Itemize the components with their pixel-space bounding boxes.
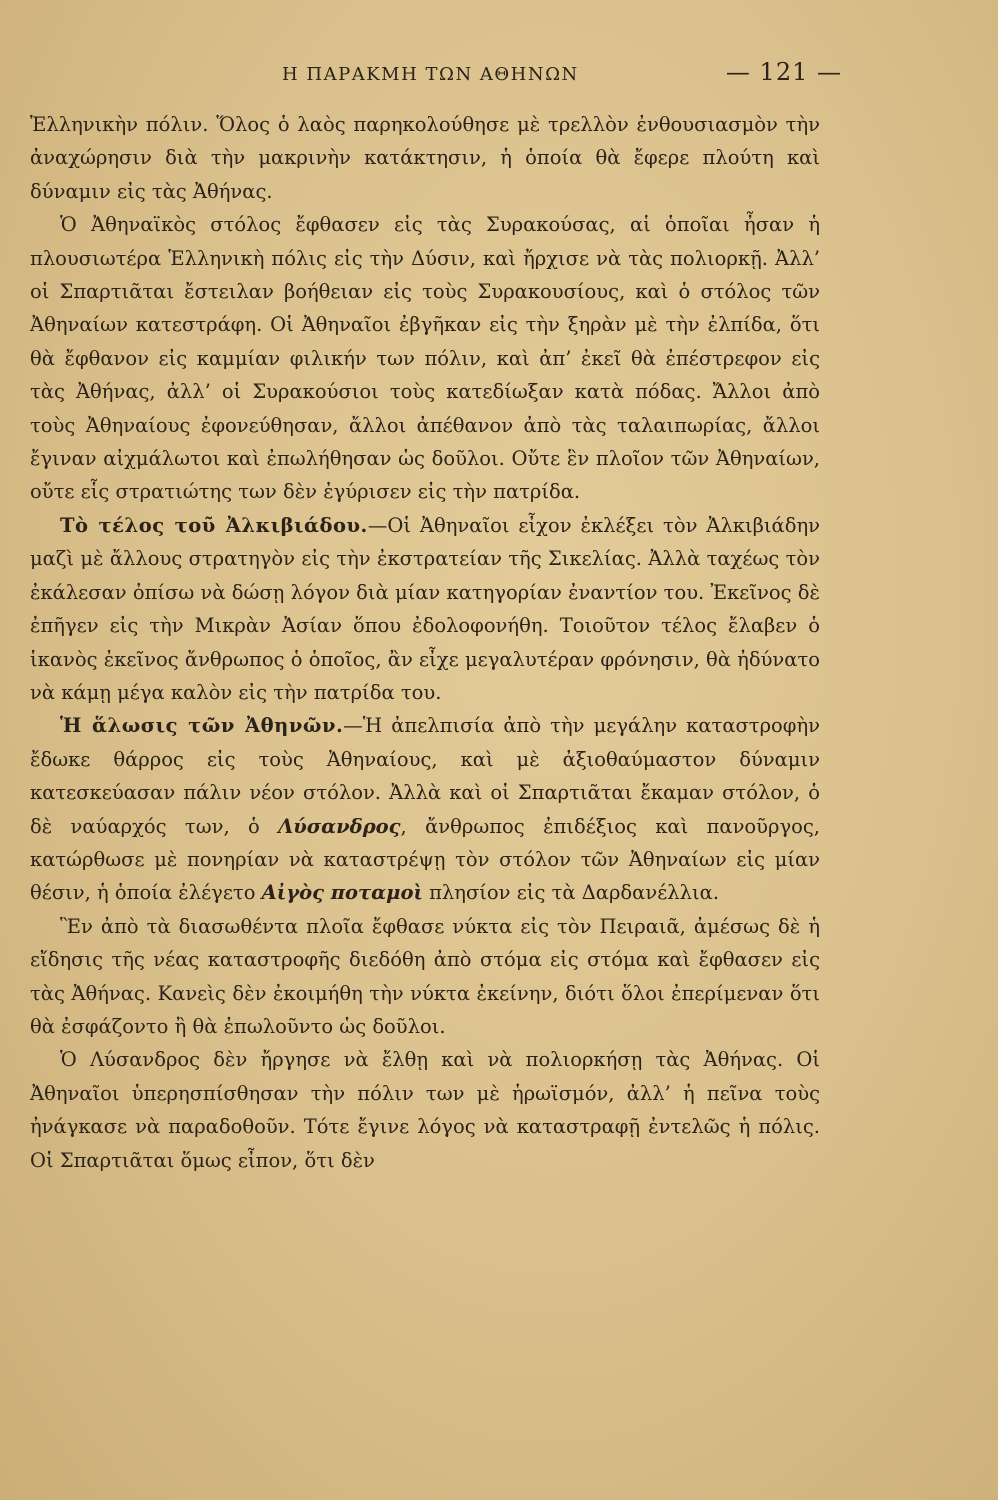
section-heading: Ἡ ἅλωσις τῶν Ἀθηνῶν. [60,714,344,738]
paragraph [30,208,820,509]
paragraph [30,108,820,208]
paragraph [30,709,820,909]
paragraph [30,509,820,709]
paragraph-text: —Οἱ Ἀθηναῖοι εἶχον ἐκλέξει τὸν Ἀλκιβιάδην μαζὶ μὲ ἄλλους στρατηγὸν εἰς τὴν ἐκστρατείαν τῆς Σικελίας. Ἀλλὰ ταχέως τὸν ἐκάλεσαν ὀπίσω νὰ δώσῃ λόγον διὰ μίαν κατηγορίαν ἐναντίον του. Ἐκεῖνος δὲ ἐπῆγεν εἰς τὴν Μικρὰν Ἀσίαν ὅπου ἐδολοφονήθη. Τοιοῦτον τέλος ἔλαβεν ὁ ἱκανὸς ἐκεῖνος ἄνθρωπος ὁ ὁποῖος, ἂν εἶχε μεγαλυτέραν φρόνησιν, θὰ ἠδύνατο νὰ κάμῃ μέγα καλὸν εἰς τὴν πατρίδα του. [30,513,820,704]
paragraph-text: Ὁ Λύσανδρος δὲν ἤργησε νὰ ἔλθῃ καὶ νὰ πολιορκήσῃ τὰς Ἀθήνας. Οἱ Ἀθηναῖοι ὑπερησπίσθησαν τὴν πόλιν των μὲ ἡρωϊσμόν, ἀλλ’ ἡ πεῖνα τοὺς ἠνάγκασε νὰ παραδοθοῦν. Τότε ἔγινε λόγος νὰ καταστραφῇ ἐντελῶς ἡ πόλις. Οἱ Σπαρτιᾶται ὅμως εἶπον, ὅτι δὲν [30,1048,820,1172]
body-text [30,108,820,1177]
paragraph [30,910,820,1044]
paragraph [30,1043,820,1177]
paragraph-text: , ἄνθρωπος ἐπιδέξιος καὶ πανοῦργος, κατώρθωσε μὲ πονηρίαν νὰ καταστρέψῃ τὸν στόλον τῶν Ἀθηναίων εἰς μίαν θέσιν, ἡ ὁποία ἐλέγετο [30,814,821,905]
emphasized-name: Λύσανδρος [278,814,401,838]
page-number: — 121 — [725,58,842,86]
paragraph-text: Ὁ Ἀθηναϊκὸς στόλος ἔφθασεν εἰς τὰς Συρακούσας, αἱ ὁποῖαι ἦσαν ἡ πλουσιωτέρα Ἑλληνικὴ πόλις εἰς τὴν Δύσιν, καὶ ἤρχισε νὰ τὰς πολιορκῇ. Ἀλλ’ οἱ Σπαρτιᾶται ἔστειλαν βοήθειαν εἰς τοὺς Συρακουσίους, καὶ ὁ στόλος τῶν Ἀθηναίων κατεστράφη. Οἱ Ἀθηναῖοι ἐβγῆκαν εἰς τὴν ξηρὰν μὲ τὴν ἐλπίδα, ὅτι θὰ ἔφθανον εἰς καμμίαν φιλικήν των πόλιν, καὶ ἀπ’ ἐκεῖ θὰ ἐπέστρεφον εἰς τὰς Ἀθήνας, ἀλλ’ οἱ Συρακούσιοι τοὺς κατεδίωξαν κατὰ πόδας. Ἄλλοι ἀπὸ τοὺς Ἀθηναίους ἐφονεύθησαν, ἄλλοι ἀπέθανον ἀπὸ τὰς ταλαιπωρίας, ἄλλοι ἔγιναν αἰχμάλωτοι καὶ ἐπωλήθησαν ὡς δοῦλοι. Οὔτε ἓν πλοῖον τῶν Ἀθηναίων, οὔτε εἷς στρατιώτης των δὲν ἐγύρισεν εἰς τὴν πατρίδα. [30,213,820,504]
paragraph-text: —Ἡ ἀπελπισία ἀπὸ τὴν μεγάλην καταστροφὴν ἔδωκε θάρρος εἰς τοὺς Ἀθηναίους, καὶ μὲ ἀξιοθαύμαστον δύναμιν κατεσκεύασαν πάλιν νέον στόλον. Ἀλλὰ καὶ οἱ Σπαρτιᾶται ἔκαμαν στόλον, ὁ δὲ ναύαρχός των, ὁ [30,714,820,838]
emphasized-place: Αἰγὸς ποταμοὶ [261,881,423,905]
chapter-title: Η ΠΑΡΑΚΜΗ ΤΩΝ ΑΘΗΝΩΝ [282,64,579,85]
section-heading: Τὸ τέλος τοῦ Ἀλκιβιάδου. [60,513,368,537]
paragraph-text: Ἓν ἀπὸ τὰ διασωθέντα πλοῖα ἔφθασε νύκτα εἰς τὸν Πειραιᾶ, ἀμέσως δὲ ἡ εἴδησις τῆς νέας καταστροφῆς διεδόθη ἀπὸ στόμα εἰς στόμα καὶ ἔφθασεν εἰς τὰς Ἀθήνας. Κανεὶς δὲν ἐκοιμήθη τὴν νύκτα ἐκείνην, διότι ὅλοι ἐπερίμεναν ὅτι θὰ ἐσφάζοντο ἢ θὰ ἐπωλοῦντο ὡς δοῦλοι. [30,914,820,1038]
paragraph-text: πλησίον εἰς τὰ Δαρδανέλλια. [422,881,720,905]
paragraph-text: Ἑλληνικὴν πόλιν. Ὅλος ὁ λαὸς παρηκολούθησε μὲ τρελλὸν ἐνθουσιασμὸν τὴν ἀναχώρησιν διὰ τὴν μακρινὴν κατάκτησιν, ἡ ὁποία θὰ ἔφερε πλούτη καὶ δύναμιν εἰς τὰς Ἀθήνας. [30,113,820,203]
running-header [282,58,842,90]
